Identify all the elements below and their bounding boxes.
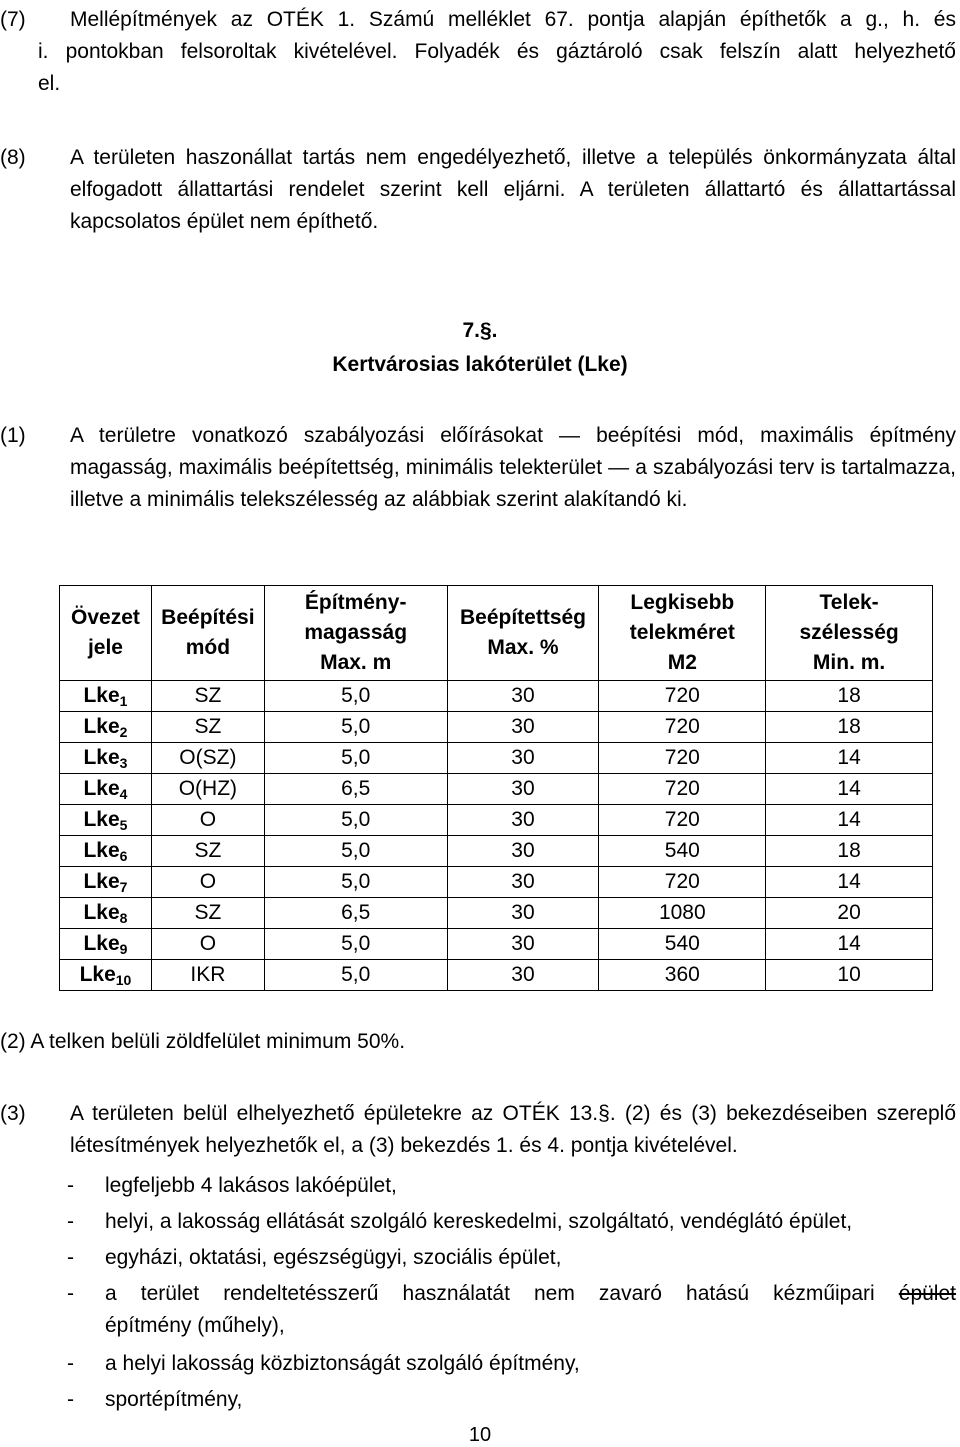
header-building-mode: Beépítési mód (151, 586, 264, 681)
zone-code-cell: Lke$_8$ (60, 898, 152, 929)
zone-code-cell: Lke$_2$ (60, 712, 152, 743)
table-row (60, 836, 933, 867)
header-coverage: Beépítettség Max. % (447, 586, 599, 681)
zone-code-cell: Lke$_3$ (60, 743, 152, 774)
table-row (60, 681, 933, 712)
section-paragraph-2: (2) A telken belüli zöldfelület minimum 50%. (0, 1030, 406, 1053)
plot-size-cell: 540 (599, 836, 766, 867)
list-item: - helyi, a lakosság ellátását szolgáló kereskedelmi, szolgáltató, vendéglátó épület, (67, 1210, 853, 1233)
plot-size-cell: 540 (599, 929, 766, 960)
plot-size-cell: 360 (599, 960, 766, 991)
coverage-cell: 30 (447, 867, 599, 898)
height-cell: 5,0 (264, 712, 447, 743)
header-min-plot-size: Legkisebb telekméret M2 (599, 586, 766, 681)
header-building-height: Építmény- magasság Max. m (264, 586, 447, 681)
plot-size-cell: 720 (599, 867, 766, 898)
coverage-cell: 30 (447, 712, 599, 743)
building-mode-cell: IKR (151, 960, 264, 991)
building-mode-cell: O(HZ) (151, 774, 264, 805)
paragraph-line: i. pontokban felsoroltak kivételével. Folyadék és gáztároló csak felszín alatt helyezhető (38, 40, 956, 63)
zone-code-cell: Lke$_7$ (60, 867, 152, 898)
zone-code-cell: Lke$_9$ (60, 929, 152, 960)
building-mode-cell: O(SZ) (151, 743, 264, 774)
building-mode-cell: O (151, 929, 264, 960)
section-title: Kertvárosias lakóterület (Lke) (332, 353, 628, 376)
page-number: 10 (468, 1424, 492, 1446)
paragraph-8 (0, 142, 956, 238)
table-header-row (60, 586, 933, 681)
plot-size-cell: 720 (599, 743, 766, 774)
plot-size-cell: 720 (599, 774, 766, 805)
header-zone-code: Övezet jele (60, 586, 152, 681)
paragraph-text: A területen haszonállat tartás nem engedélyezhető, illetve a település önkormányzata által elfogadott állattartási rendelet szerint kell eljárni. A területen állattartó és állattartással kapcsolatos épület nem építhető. (70, 146, 956, 233)
section-paragraph-1 (0, 420, 956, 516)
paragraph-text: A területen belül elhelyezhető épületekre az OTÉK 13.§. (2) és (3) bekezdéseiben szereplő létesítmények helyezhetők el, a (3) bekezdés 1. és 4. pontja kivételével. (70, 1102, 956, 1157)
section-number: 7.§. (462, 319, 498, 342)
plot-width-cell: 14 (766, 867, 933, 898)
plot-size-cell: 720 (599, 712, 766, 743)
height-cell: 5,0 (264, 929, 447, 960)
table-row (60, 774, 933, 805)
coverage-cell: 30 (447, 743, 599, 774)
list-item: - a terület rendeltetésszerű használatát nem zavaró hatású kézműipari épület építmény (műhely), (67, 1282, 956, 1337)
building-mode-cell: SZ (151, 898, 264, 929)
struck-word: épület (898, 1282, 956, 1305)
header-plot-width: Telek- szélesség Min. m. (766, 586, 933, 681)
list-item: - a helyi lakosság közbiztonságát szolgáló építmény, (67, 1352, 580, 1375)
table-row (60, 867, 933, 898)
coverage-cell: 30 (447, 836, 599, 867)
section-paragraph-3 (0, 1098, 956, 1162)
height-cell: 5,0 (264, 681, 447, 712)
building-mode-cell: SZ (151, 681, 264, 712)
list-item: - egyházi, oktatási, egészségügyi, szociális épület, (67, 1246, 562, 1269)
plot-width-cell: 14 (766, 743, 933, 774)
plot-width-cell: 18 (766, 836, 933, 867)
paragraph-number: (3) (0, 1102, 26, 1125)
height-cell: 5,0 (264, 805, 447, 836)
coverage-cell: 30 (447, 805, 599, 836)
table-row (60, 929, 933, 960)
building-mode-cell: SZ (151, 712, 264, 743)
table-row (60, 743, 933, 774)
zone-code-cell: Lke$_1$ (60, 681, 152, 712)
table-row (60, 898, 933, 929)
paragraph-number: (1) (0, 424, 26, 447)
zone-code-cell: Lke$_5$ (60, 805, 152, 836)
building-mode-cell: O (151, 805, 264, 836)
plot-width-cell: 18 (766, 712, 933, 743)
coverage-cell: 30 (447, 774, 599, 805)
height-cell: 5,0 (264, 743, 447, 774)
zone-code-cell: Lke$_{10}$ (60, 960, 152, 991)
building-mode-cell: O (151, 867, 264, 898)
coverage-cell: 30 (447, 681, 599, 712)
zone-code-cell: Lke$_4$ (60, 774, 152, 805)
coverage-cell: 30 (447, 960, 599, 991)
list-item: - legfeljebb 4 lakásos lakóépület, (67, 1174, 397, 1197)
coverage-cell: 30 (447, 898, 599, 929)
plot-size-cell: 720 (599, 805, 766, 836)
height-cell: 6,5 (264, 774, 447, 805)
plot-size-cell: 1080 (599, 898, 766, 929)
zone-code-cell: Lke$_6$ (60, 836, 152, 867)
plot-width-cell: 20 (766, 898, 933, 929)
plot-width-cell: 10 (766, 960, 933, 991)
height-cell: 6,5 (264, 898, 447, 929)
building-mode-cell: SZ (151, 836, 264, 867)
plot-width-cell: 14 (766, 774, 933, 805)
height-cell: 5,0 (264, 960, 447, 991)
paragraph-line: el. (38, 72, 61, 95)
coverage-cell: 30 (447, 929, 599, 960)
paragraph-7-cont (0, 36, 956, 100)
height-cell: 5,0 (264, 836, 447, 867)
table-row (60, 805, 933, 836)
plot-width-cell: 14 (766, 929, 933, 960)
plot-width-cell: 14 (766, 805, 933, 836)
zone-regulation-table (59, 585, 933, 991)
table-row (60, 960, 933, 991)
paragraph-text: A területre vonatkozó szabályozási előírásokat — beépítési mód, maximális építmény magasság, maximális beépítettség, minimális telekterület — a szabályozási terv is tartalmazza, illetve a minimális telekszélesség az alábbiak szerint alakítandó ki. (70, 424, 956, 511)
table-row (60, 712, 933, 743)
plot-size-cell: 720 (599, 681, 766, 712)
list-item: - sportépítmény, (67, 1388, 243, 1411)
paragraph-number: (8) (0, 146, 26, 169)
paragraph-7 (0, 4, 956, 36)
paragraph-text (70, 4, 956, 36)
plot-width-cell: 18 (766, 681, 933, 712)
paragraph-number: (7) (0, 8, 26, 31)
paragraph-line: Mellépítmények az OTÉK 1. Számú melléklet 67. pontja alapján építhetők a g., h. és (70, 8, 956, 31)
height-cell: 5,0 (264, 867, 447, 898)
